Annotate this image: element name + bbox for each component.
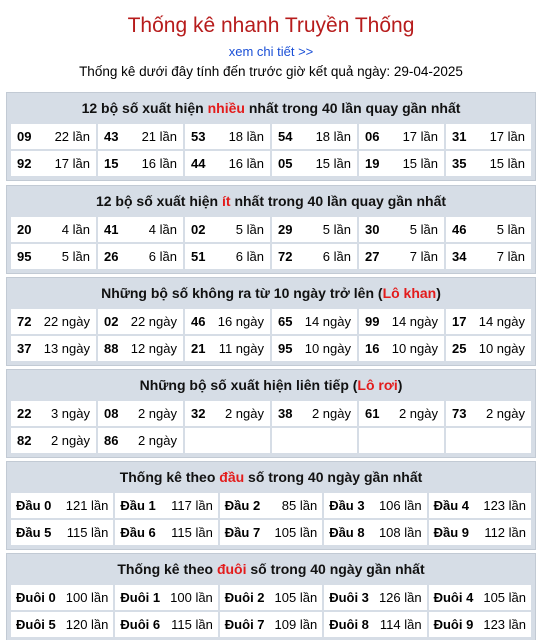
section-title: 12 bộ số xuất hiện nhiều nhất trong 40 lần quay gần nhất xyxy=(81,100,461,116)
stat-number: 37 xyxy=(17,341,32,356)
stat-number: 65 xyxy=(278,314,293,329)
stat-number: 17 xyxy=(452,314,467,329)
stat-number: 44 xyxy=(191,156,206,171)
page-subtitle: Thống kê dưới đây tính đến trước giờ kết quả ngày: 29-04-2025 xyxy=(79,64,463,79)
stat-value: 6 lần xyxy=(235,249,264,264)
stat-value: 3 ngày xyxy=(50,406,90,421)
stat-number: 20 xyxy=(17,222,32,237)
stat-number: 15 xyxy=(104,156,119,171)
stat-value: 7 lần xyxy=(409,249,438,264)
stat-number: 08 xyxy=(104,406,119,421)
stat-value: 123 lần xyxy=(483,498,526,513)
stat-number: 19 xyxy=(365,156,380,171)
stat-cell xyxy=(11,612,113,637)
stat-value: 2 ngày xyxy=(485,406,525,421)
stat-number: Đầu 6 xyxy=(120,525,156,540)
stat-cell xyxy=(429,585,531,610)
section-title: Những bộ số xuất hiện liên tiếp (Lô rơi) xyxy=(139,377,403,393)
stat-number: 38 xyxy=(278,406,293,421)
stat-number: 72 xyxy=(17,314,32,329)
stat-value: 16 ngày xyxy=(217,314,264,329)
stat-value: 115 lần xyxy=(171,617,213,632)
stat-number: 22 xyxy=(17,406,32,421)
stat-number: 35 xyxy=(452,156,467,171)
stat-cell xyxy=(185,401,270,426)
stat-number: Đuôi 8 xyxy=(329,617,369,632)
stat-value: 17 lần xyxy=(489,129,525,144)
stat-number: 51 xyxy=(191,249,206,264)
stat-number: 46 xyxy=(452,222,467,237)
stat-value: 17 lần xyxy=(402,129,438,144)
section-title: Thống kê theo đầu số trong 40 ngày gần nhất xyxy=(119,469,423,485)
stat-value: 109 lần xyxy=(274,617,318,632)
stat-value: 106 lần xyxy=(378,498,422,513)
stat-number: 29 xyxy=(278,222,293,237)
stat-number: 95 xyxy=(278,341,293,356)
stat-cell xyxy=(272,309,357,334)
section-title: Thống kê theo đuôi số trong 40 ngày gần nhất xyxy=(117,561,425,577)
stat-cell xyxy=(272,401,357,426)
stat-cell xyxy=(446,124,531,149)
stat-value: 21 lần xyxy=(141,129,177,144)
stat-value: 16 lần xyxy=(228,156,264,171)
stat-number: Đầu 3 xyxy=(329,498,365,513)
stat-value: 7 lần xyxy=(496,249,525,264)
stat-cell xyxy=(220,612,322,637)
stat-value: 108 lần xyxy=(378,525,422,540)
stat-value: 17 lần xyxy=(54,156,90,171)
stat-value: 15 lần xyxy=(402,156,438,171)
stat-value: 5 lần xyxy=(61,249,90,264)
stat-value: 12 ngày xyxy=(130,341,177,356)
stat-cell xyxy=(272,217,357,242)
stat-value: 100 lần xyxy=(65,590,109,605)
section-title: 12 bộ số xuất hiện ít nhất trong 40 lần quay gần nhất xyxy=(95,193,447,209)
stat-cell xyxy=(220,585,322,610)
stat-number: 34 xyxy=(452,249,467,264)
stat-cell xyxy=(11,401,96,426)
section-dau-stats xyxy=(6,461,536,550)
stat-number: Đuôi 6 xyxy=(120,617,161,632)
stat-cell xyxy=(115,520,217,545)
stat-value: 15 lần xyxy=(489,156,525,171)
stat-number: 30 xyxy=(365,222,380,237)
stat-value: 2 ngày xyxy=(137,433,177,448)
stat-cell xyxy=(272,124,357,149)
stat-value: 100 lần xyxy=(170,590,213,605)
stat-value: 2 ngày xyxy=(398,406,438,421)
stat-value: 115 lần xyxy=(66,525,109,540)
stat-cell xyxy=(11,520,113,545)
stat-cell xyxy=(185,151,270,176)
stat-cell xyxy=(185,336,270,361)
stat-value: 22 ngày xyxy=(43,314,90,329)
stat-cell xyxy=(11,428,96,453)
stat-value: 16 lần xyxy=(141,156,177,171)
stat-cell xyxy=(11,336,96,361)
stat-cell xyxy=(446,336,531,361)
stat-cell xyxy=(98,336,183,361)
stat-cell xyxy=(324,612,426,637)
stat-number: 02 xyxy=(191,222,206,237)
stat-value: 2 ngày xyxy=(137,406,177,421)
stat-cell xyxy=(324,493,426,518)
section-most-frequent xyxy=(6,92,536,181)
stat-value: 2 ngày xyxy=(50,433,90,448)
stat-value: 120 lần xyxy=(65,617,109,632)
stat-number: 73 xyxy=(452,406,467,421)
stat-value: 5 lần xyxy=(322,222,351,237)
stat-number: 46 xyxy=(191,314,206,329)
stat-value: 5 lần xyxy=(235,222,264,237)
stat-cell xyxy=(446,309,531,334)
stat-cell xyxy=(11,309,96,334)
stat-cell xyxy=(11,493,113,518)
stat-value: 6 lần xyxy=(322,249,351,264)
stat-cell xyxy=(98,151,183,176)
stat-value: 18 lần xyxy=(228,129,264,144)
stat-number: 88 xyxy=(104,341,119,356)
stat-number: 25 xyxy=(452,341,467,356)
stat-value: 126 lần xyxy=(378,590,422,605)
stat-value: 22 lần xyxy=(54,129,90,144)
stat-cell xyxy=(359,151,444,176)
stat-cell xyxy=(11,217,96,242)
stat-value: 18 lần xyxy=(315,129,351,144)
stat-value: 5 lần xyxy=(409,222,438,237)
stat-cell xyxy=(272,336,357,361)
stat-number: 05 xyxy=(278,156,293,171)
stat-number: Đầu 8 xyxy=(329,525,365,540)
empty-cell xyxy=(272,428,357,453)
stat-value: 115 lần xyxy=(171,525,213,540)
page-title: Thống kê nhanh Truyền Thống xyxy=(127,14,415,37)
stat-value: 14 ngày xyxy=(304,314,351,329)
stat-number: 72 xyxy=(278,249,293,264)
stat-number: 43 xyxy=(104,129,119,144)
stat-cell xyxy=(185,244,270,269)
stat-number: 16 xyxy=(365,341,380,356)
stat-cell xyxy=(272,244,357,269)
empty-cell xyxy=(185,428,270,453)
stat-cell xyxy=(429,520,531,545)
stat-number: 27 xyxy=(365,249,380,264)
stat-cell xyxy=(359,124,444,149)
stat-value: 121 lần xyxy=(65,498,109,513)
stat-number: 41 xyxy=(104,222,119,237)
stat-value: 4 lần xyxy=(148,222,177,237)
stat-number: Đầu 9 xyxy=(433,525,469,540)
stat-number: 86 xyxy=(104,433,119,448)
stat-number: 54 xyxy=(278,129,293,144)
stat-number: 02 xyxy=(104,314,119,329)
stat-number: Đuôi 1 xyxy=(120,590,161,605)
stat-cell xyxy=(11,244,96,269)
stat-value: 22 ngày xyxy=(130,314,177,329)
stat-cell xyxy=(446,244,531,269)
stat-cell xyxy=(324,585,426,610)
section-lo-roi xyxy=(6,369,536,458)
stat-value: 2 ngày xyxy=(224,406,264,421)
stat-cell xyxy=(98,309,183,334)
stat-number: Đầu 1 xyxy=(120,498,156,513)
stat-number: Đuôi 4 xyxy=(433,590,474,605)
section-least-frequent xyxy=(6,185,536,274)
stat-value: 2 ngày xyxy=(311,406,351,421)
view-details-link[interactable]: xem chi tiết >> xyxy=(228,44,314,59)
stat-number: 82 xyxy=(17,433,32,448)
stat-number: 95 xyxy=(17,249,32,264)
stat-number: 06 xyxy=(365,129,380,144)
stat-number: Đuôi 0 xyxy=(16,590,56,605)
stat-number: 53 xyxy=(191,129,206,144)
stat-value: 4 lần xyxy=(61,222,90,237)
stat-number: 99 xyxy=(365,314,380,329)
section-lo-khan xyxy=(6,277,536,366)
stat-cell xyxy=(11,124,96,149)
stat-cell xyxy=(185,309,270,334)
stat-cell xyxy=(98,401,183,426)
stat-value: 10 ngày xyxy=(391,341,438,356)
stat-cell xyxy=(359,217,444,242)
stat-value: 105 lần xyxy=(483,590,526,605)
stat-cell xyxy=(220,493,322,518)
stat-value: 5 lần xyxy=(496,222,525,237)
stat-number: 09 xyxy=(17,129,32,144)
stat-value: 10 ngày xyxy=(478,341,525,356)
stat-value: 10 ngày xyxy=(304,341,351,356)
stat-value: 117 lần xyxy=(171,498,213,513)
stat-number: Đầu 5 xyxy=(16,525,52,540)
stat-cell xyxy=(98,124,183,149)
stat-cell xyxy=(359,309,444,334)
stat-number: 26 xyxy=(104,249,119,264)
stat-number: Đầu 2 xyxy=(224,498,261,513)
stat-value: 105 lần xyxy=(274,525,318,540)
stat-value: 112 lần xyxy=(484,525,526,540)
stat-cell xyxy=(220,520,322,545)
stat-cell xyxy=(446,401,531,426)
stat-cell xyxy=(98,244,183,269)
stat-number: 31 xyxy=(452,129,467,144)
stat-cell xyxy=(359,244,444,269)
stat-number: Đầu 4 xyxy=(433,498,469,513)
stat-number: Đuôi 9 xyxy=(433,617,474,632)
stat-cell xyxy=(359,401,444,426)
stat-value: 6 lần xyxy=(148,249,177,264)
stat-number: Đuôi 5 xyxy=(16,617,56,632)
stat-value: 15 lần xyxy=(315,156,351,171)
stat-value: 11 ngày xyxy=(218,341,264,356)
stat-value: 14 ngày xyxy=(478,314,525,329)
stat-cell xyxy=(185,217,270,242)
stat-number: Đầu 0 xyxy=(16,498,52,513)
stat-value: 85 lần xyxy=(281,498,318,513)
stat-cell xyxy=(115,493,217,518)
stat-number: Đuôi 7 xyxy=(224,617,265,632)
stat-value: 105 lần xyxy=(274,590,318,605)
stat-cell xyxy=(359,336,444,361)
stat-number: Đuôi 3 xyxy=(329,590,369,605)
stat-number: Đầu 7 xyxy=(224,525,261,540)
stat-cell xyxy=(446,217,531,242)
stat-cell xyxy=(115,612,217,637)
empty-cell xyxy=(359,428,444,453)
stat-cell xyxy=(11,151,96,176)
stat-cell xyxy=(429,612,531,637)
stat-number: 32 xyxy=(191,406,206,421)
stat-number: 92 xyxy=(17,156,32,171)
stat-number: 21 xyxy=(191,341,206,356)
empty-cell xyxy=(446,428,531,453)
stat-cell xyxy=(446,151,531,176)
section-duoi-stats xyxy=(6,553,536,640)
stat-cell xyxy=(272,151,357,176)
stat-cell xyxy=(185,124,270,149)
stat-value: 123 lần xyxy=(483,617,526,632)
stat-number: Đuôi 2 xyxy=(224,590,265,605)
stat-value: 13 ngày xyxy=(43,341,90,356)
stat-cell xyxy=(115,585,217,610)
section-title: Những bộ số không ra từ 10 ngày trở lên (Lô khan) xyxy=(101,285,441,301)
stat-cell xyxy=(324,520,426,545)
stat-value: 114 lần xyxy=(379,617,422,632)
stat-cell xyxy=(11,585,113,610)
stat-cell xyxy=(98,428,183,453)
stat-cell xyxy=(98,217,183,242)
stat-value: 14 ngày xyxy=(391,314,438,329)
stat-cell xyxy=(429,493,531,518)
stat-number: 61 xyxy=(365,406,380,421)
